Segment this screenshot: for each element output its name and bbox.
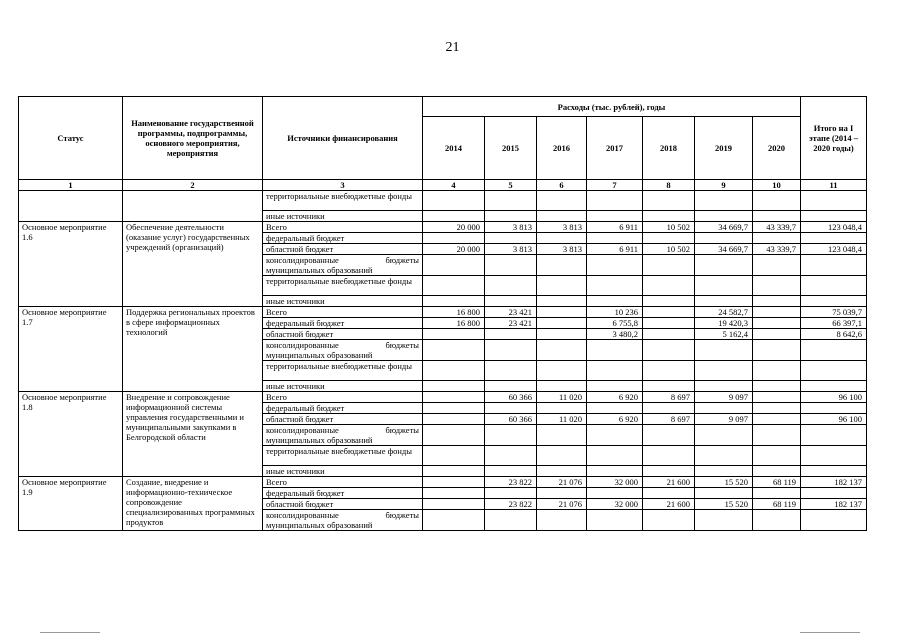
value-cell: 68 119	[753, 477, 801, 488]
value-cell	[537, 318, 587, 329]
value-cell: 11 020	[537, 392, 587, 403]
total-cell: 96 100	[801, 414, 867, 425]
value-cell	[587, 211, 643, 222]
funding-source: федеральный бюджет	[263, 318, 423, 329]
value-cell	[587, 446, 643, 466]
total-cell	[801, 425, 867, 446]
column-number: 5	[485, 180, 537, 191]
value-cell: 10 502	[643, 244, 695, 255]
status-cell	[19, 191, 123, 222]
header-status: Статус	[19, 97, 123, 180]
total-cell	[801, 191, 867, 211]
header-name: Наименование государственной программы, подпрограммы, основного мероприятия, мероприятия	[123, 97, 263, 180]
name-cell: Поддержка региональных проектов в сфере информационных технологий	[123, 307, 263, 392]
value-cell: 10 502	[643, 222, 695, 233]
total-cell	[801, 340, 867, 361]
value-cell: 6 920	[587, 414, 643, 425]
value-cell	[485, 340, 537, 361]
total-cell: 96 100	[801, 392, 867, 403]
total-cell: 123 048,4	[801, 222, 867, 233]
total-cell	[801, 510, 867, 531]
status-cell: Основное мероприятие 1.8	[19, 392, 123, 477]
value-cell	[587, 361, 643, 381]
value-cell	[423, 340, 485, 361]
header-year: 2016	[537, 117, 587, 180]
total-cell	[801, 403, 867, 414]
total-cell: 75 039,7	[801, 307, 867, 318]
header-sources: Источники финансирования	[263, 97, 423, 180]
value-cell	[587, 466, 643, 477]
value-cell	[643, 329, 695, 340]
total-cell: 66 397,1	[801, 318, 867, 329]
funding-source: консолидированные бюджеты муниципальных образований	[263, 255, 423, 276]
value-cell: 34 669,7	[695, 244, 753, 255]
column-number: 2	[123, 180, 263, 191]
value-cell	[753, 307, 801, 318]
value-cell	[587, 276, 643, 296]
value-cell	[587, 255, 643, 276]
value-cell	[753, 318, 801, 329]
value-cell	[695, 381, 753, 392]
value-cell: 3 813	[485, 222, 537, 233]
value-cell	[643, 361, 695, 381]
value-cell	[753, 403, 801, 414]
value-cell	[753, 296, 801, 307]
table-row	[19, 222, 867, 233]
value-cell	[695, 255, 753, 276]
value-cell	[643, 403, 695, 414]
value-cell	[423, 276, 485, 296]
value-cell: 32 000	[587, 499, 643, 510]
value-cell	[643, 211, 695, 222]
value-cell: 20 000	[423, 222, 485, 233]
value-cell	[423, 466, 485, 477]
funding-source: федеральный бюджет	[263, 403, 423, 414]
value-cell: 3 813	[485, 244, 537, 255]
column-number: 9	[695, 180, 753, 191]
value-cell	[537, 233, 587, 244]
value-cell	[695, 446, 753, 466]
funding-source: консолидированные бюджеты муниципальных образований	[263, 425, 423, 446]
value-cell: 21 600	[643, 477, 695, 488]
value-cell: 19 420,3	[695, 318, 753, 329]
funding-source: территориальные внебюджетные фонды	[263, 191, 423, 211]
value-cell	[643, 233, 695, 244]
value-cell	[537, 296, 587, 307]
funding-source: федеральный бюджет	[263, 488, 423, 499]
value-cell	[485, 276, 537, 296]
value-cell	[485, 361, 537, 381]
value-cell	[423, 403, 485, 414]
value-cell	[423, 191, 485, 211]
scan-artifact-bottom	[40, 632, 100, 633]
value-cell: 10 236	[587, 307, 643, 318]
value-cell	[537, 425, 587, 446]
total-cell: 123 048,4	[801, 244, 867, 255]
value-cell	[587, 488, 643, 499]
value-cell	[423, 381, 485, 392]
total-cell	[801, 381, 867, 392]
value-cell	[423, 414, 485, 425]
funding-source: Всего	[263, 392, 423, 403]
total-cell: 182 137	[801, 499, 867, 510]
value-cell	[537, 191, 587, 211]
value-cell: 3 813	[537, 244, 587, 255]
header-year: 2017	[587, 117, 643, 180]
value-cell: 34 669,7	[695, 222, 753, 233]
value-cell	[423, 477, 485, 488]
value-cell	[485, 255, 537, 276]
value-cell	[485, 211, 537, 222]
column-number: 11	[801, 180, 867, 191]
value-cell: 24 582,7	[695, 307, 753, 318]
value-cell	[643, 488, 695, 499]
value-cell: 6 755,8	[587, 318, 643, 329]
value-cell	[643, 307, 695, 318]
value-cell	[643, 510, 695, 531]
total-cell	[801, 488, 867, 499]
header-year: 2019	[695, 117, 753, 180]
value-cell	[695, 340, 753, 361]
funding-source: областной бюджет	[263, 499, 423, 510]
value-cell	[695, 361, 753, 381]
value-cell	[537, 329, 587, 340]
value-cell	[423, 296, 485, 307]
column-number: 7	[587, 180, 643, 191]
value-cell: 11 020	[537, 414, 587, 425]
value-cell	[485, 381, 537, 392]
column-number: 6	[537, 180, 587, 191]
value-cell	[485, 191, 537, 211]
value-cell	[423, 488, 485, 499]
value-cell	[587, 233, 643, 244]
name-cell: Создание, внедрение и информационно-техническое сопровождение специализированных программных продуктов	[123, 477, 263, 531]
funding-source: Всего	[263, 477, 423, 488]
value-cell: 43 339,7	[753, 244, 801, 255]
total-cell	[801, 255, 867, 276]
value-cell	[485, 329, 537, 340]
value-cell	[587, 425, 643, 446]
value-cell	[537, 488, 587, 499]
total-cell	[801, 211, 867, 222]
funding-source: Всего	[263, 307, 423, 318]
value-cell	[485, 446, 537, 466]
total-cell	[801, 446, 867, 466]
value-cell	[537, 255, 587, 276]
value-cell	[485, 403, 537, 414]
value-cell: 6 911	[587, 222, 643, 233]
value-cell: 23 822	[485, 477, 537, 488]
value-cell	[753, 488, 801, 499]
header-year: 2015	[485, 117, 537, 180]
value-cell	[485, 466, 537, 477]
value-cell	[423, 510, 485, 531]
value-cell	[753, 276, 801, 296]
value-cell: 5 162,4	[695, 329, 753, 340]
total-cell: 8 642,6	[801, 329, 867, 340]
total-cell	[801, 276, 867, 296]
funding-source: федеральный бюджет	[263, 233, 423, 244]
value-cell	[695, 403, 753, 414]
value-cell	[695, 488, 753, 499]
value-cell	[695, 191, 753, 211]
value-cell	[423, 255, 485, 276]
value-cell	[423, 233, 485, 244]
value-cell: 3 813	[537, 222, 587, 233]
value-cell	[423, 211, 485, 222]
value-cell	[753, 233, 801, 244]
value-cell	[537, 340, 587, 361]
value-cell	[423, 329, 485, 340]
budget-table	[18, 96, 867, 531]
value-cell	[695, 276, 753, 296]
value-cell: 21 076	[537, 499, 587, 510]
value-cell	[643, 276, 695, 296]
table-row	[19, 477, 867, 488]
value-cell	[695, 466, 753, 477]
value-cell	[753, 392, 801, 403]
value-cell: 9 097	[695, 392, 753, 403]
value-cell	[643, 318, 695, 329]
value-cell: 23 822	[485, 499, 537, 510]
value-cell	[643, 191, 695, 211]
value-cell	[587, 191, 643, 211]
value-cell: 21 600	[643, 499, 695, 510]
value-cell	[643, 381, 695, 392]
value-cell	[485, 233, 537, 244]
total-cell	[801, 466, 867, 477]
value-cell	[537, 403, 587, 414]
scan-artifact-bottom	[800, 632, 860, 633]
value-cell	[587, 296, 643, 307]
value-cell	[753, 329, 801, 340]
header-total: Итого на I этапе (2014 – 2020 годы)	[801, 97, 867, 180]
column-number: 8	[643, 180, 695, 191]
value-cell	[537, 276, 587, 296]
value-cell: 6 911	[587, 244, 643, 255]
value-cell	[643, 255, 695, 276]
funding-source: областной бюджет	[263, 329, 423, 340]
value-cell	[753, 361, 801, 381]
total-cell: 182 137	[801, 477, 867, 488]
value-cell: 23 421	[485, 307, 537, 318]
value-cell: 23 421	[485, 318, 537, 329]
column-number: 1	[19, 180, 123, 191]
funding-source: территориальные внебюджетные фонды	[263, 446, 423, 466]
funding-source: Всего	[263, 222, 423, 233]
value-cell	[587, 403, 643, 414]
table-row	[19, 307, 867, 318]
value-cell	[587, 381, 643, 392]
value-cell	[753, 425, 801, 446]
value-cell	[643, 446, 695, 466]
value-cell	[643, 296, 695, 307]
funding-source: консолидированные бюджеты муниципальных образований	[263, 510, 423, 531]
value-cell	[485, 296, 537, 307]
funding-source: областной бюджет	[263, 244, 423, 255]
funding-source: иные источники	[263, 381, 423, 392]
status-cell: Основное мероприятие 1.6	[19, 222, 123, 307]
value-cell	[643, 340, 695, 361]
value-cell	[485, 425, 537, 446]
value-cell	[643, 425, 695, 446]
value-cell	[695, 425, 753, 446]
value-cell	[537, 510, 587, 531]
value-cell	[753, 446, 801, 466]
funding-source: иные источники	[263, 211, 423, 222]
total-cell	[801, 296, 867, 307]
value-cell	[753, 414, 801, 425]
value-cell	[753, 255, 801, 276]
value-cell	[423, 499, 485, 510]
value-cell	[753, 340, 801, 361]
value-cell	[753, 211, 801, 222]
value-cell	[423, 446, 485, 466]
name-cell: Обеспечение деятельности (оказание услуг) государственных учреждений (организаций)	[123, 222, 263, 307]
table-row	[19, 392, 867, 403]
value-cell	[423, 361, 485, 381]
header-year: 2018	[643, 117, 695, 180]
header-year: 2020	[753, 117, 801, 180]
name-cell	[123, 191, 263, 222]
header-year: 2014	[423, 117, 485, 180]
header-expenses: Расходы (тыс. рублей), годы	[423, 97, 801, 117]
value-cell	[587, 340, 643, 361]
value-cell	[537, 307, 587, 318]
funding-source: территориальные внебюджетные фонды	[263, 361, 423, 381]
column-number: 3	[263, 180, 423, 191]
value-cell	[695, 296, 753, 307]
value-cell: 16 800	[423, 318, 485, 329]
page-number: 21	[445, 40, 460, 55]
value-cell: 6 920	[587, 392, 643, 403]
table-row	[19, 191, 867, 211]
value-cell: 60 366	[485, 392, 537, 403]
value-cell	[423, 392, 485, 403]
status-cell: Основное мероприятие 1.7	[19, 307, 123, 392]
value-cell: 9 097	[695, 414, 753, 425]
value-cell	[485, 488, 537, 499]
value-cell: 15 520	[695, 499, 753, 510]
value-cell: 16 800	[423, 307, 485, 318]
value-cell	[695, 510, 753, 531]
value-cell: 32 000	[587, 477, 643, 488]
value-cell: 8 697	[643, 414, 695, 425]
funding-source: иные источники	[263, 296, 423, 307]
funding-source: областной бюджет	[263, 414, 423, 425]
value-cell: 21 076	[537, 477, 587, 488]
value-cell	[643, 466, 695, 477]
value-cell	[537, 361, 587, 381]
value-cell	[537, 211, 587, 222]
value-cell: 8 697	[643, 392, 695, 403]
funding-source: территориальные внебюджетные фонды	[263, 276, 423, 296]
funding-source: иные источники	[263, 466, 423, 477]
value-cell	[753, 191, 801, 211]
column-number: 4	[423, 180, 485, 191]
value-cell	[587, 510, 643, 531]
column-number: 10	[753, 180, 801, 191]
value-cell	[695, 211, 753, 222]
value-cell: 20 000	[423, 244, 485, 255]
funding-source: консолидированные бюджеты муниципальных образований	[263, 340, 423, 361]
value-cell	[537, 446, 587, 466]
value-cell	[423, 425, 485, 446]
value-cell	[753, 510, 801, 531]
value-cell: 3 480,2	[587, 329, 643, 340]
value-cell: 15 520	[695, 477, 753, 488]
value-cell	[753, 381, 801, 392]
value-cell	[753, 466, 801, 477]
total-cell	[801, 233, 867, 244]
total-cell	[801, 361, 867, 381]
value-cell	[695, 233, 753, 244]
name-cell: Внедрение и сопровождение информационной системы управления государственными и муниципальными закупками в Белгородской области	[123, 392, 263, 477]
value-cell: 68 119	[753, 499, 801, 510]
value-cell	[485, 510, 537, 531]
value-cell: 43 339,7	[753, 222, 801, 233]
status-cell: Основное мероприятие 1.9	[19, 477, 123, 531]
value-cell	[537, 381, 587, 392]
value-cell: 60 366	[485, 414, 537, 425]
value-cell	[537, 466, 587, 477]
